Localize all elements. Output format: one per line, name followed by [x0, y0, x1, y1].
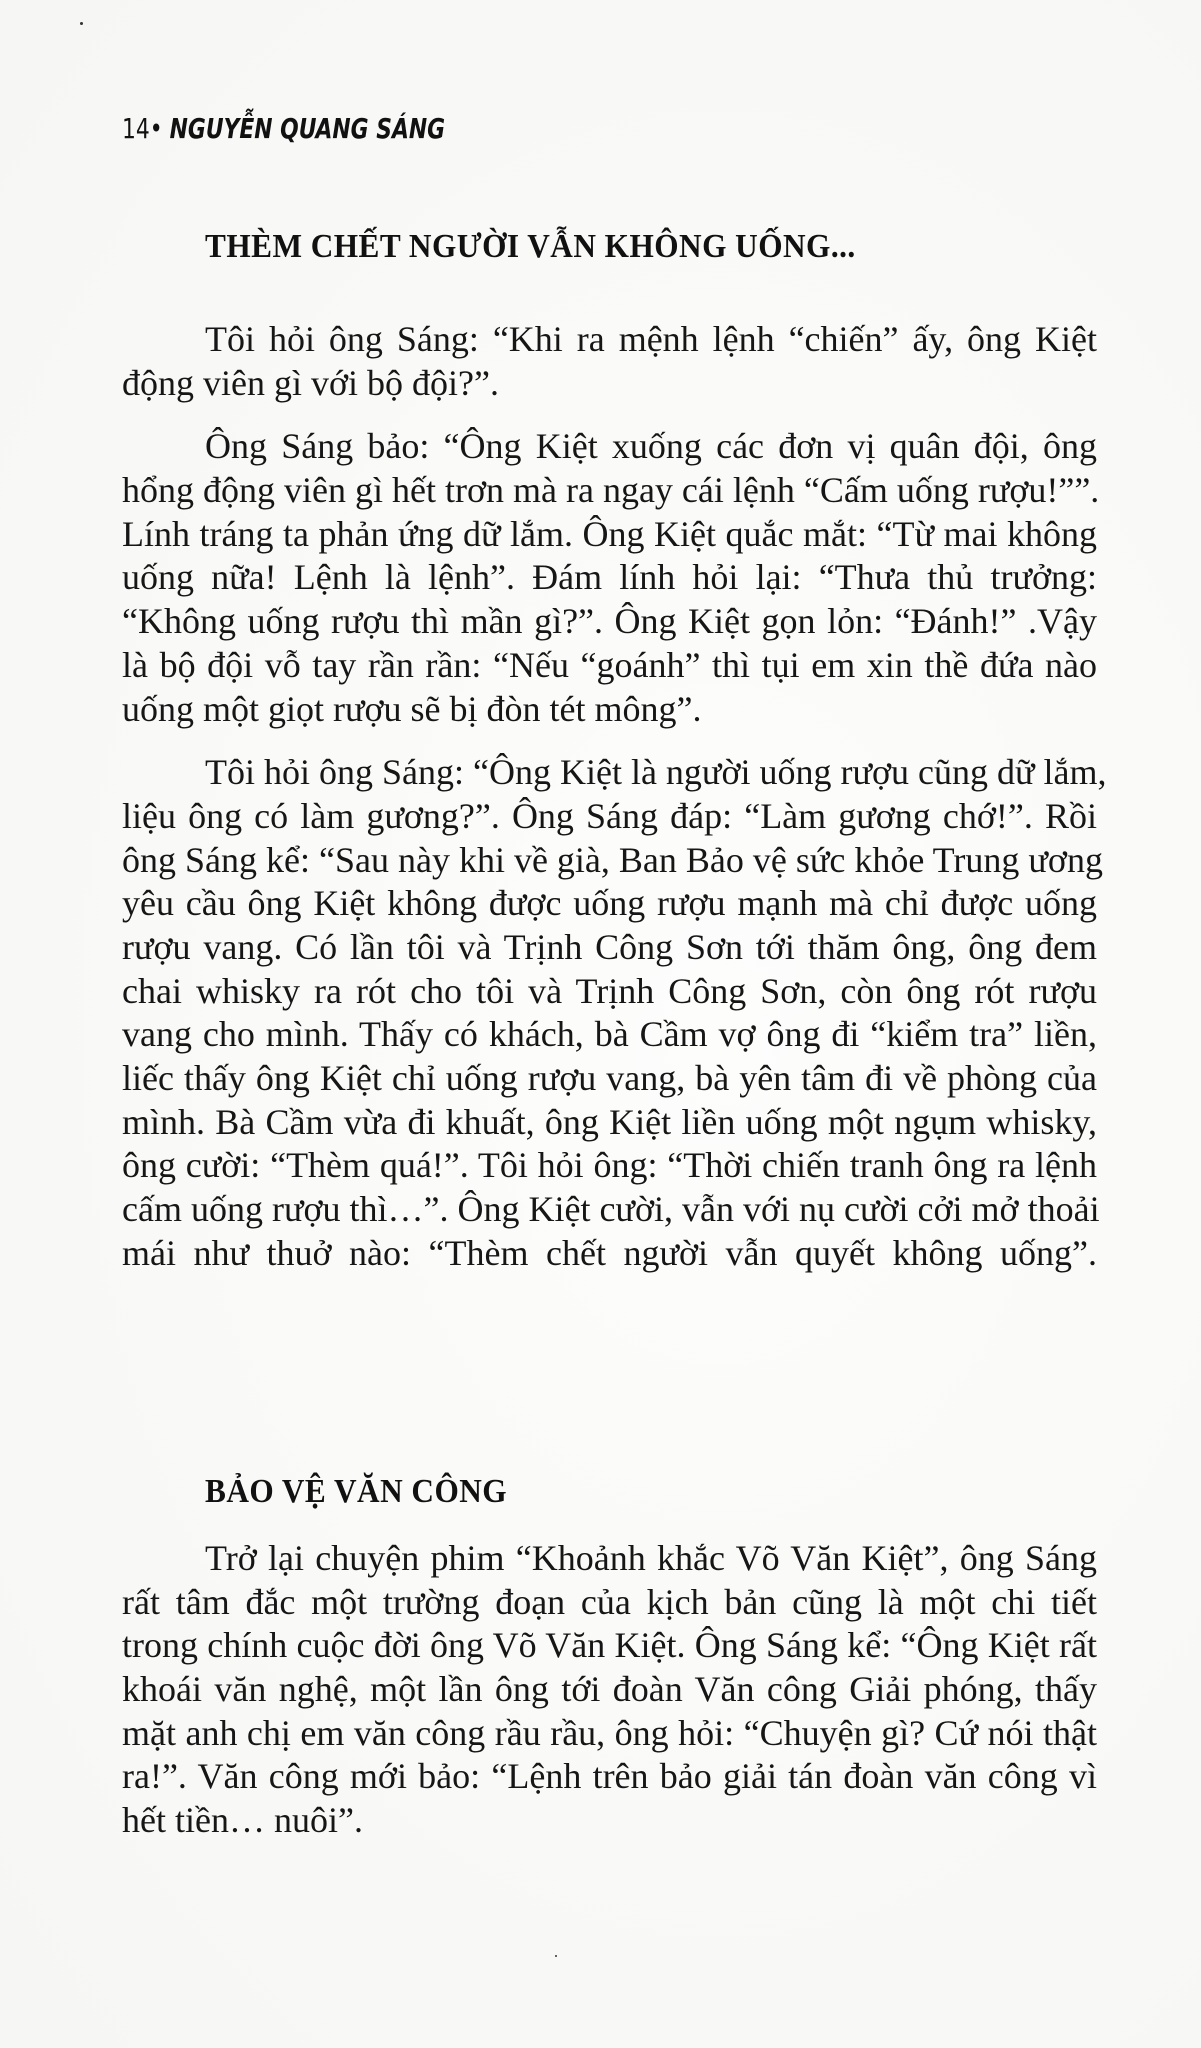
text-line: liệu ông có làm gương?”. Ông Sáng đáp: “Làm gương chớ!”. Rồi: [122, 795, 1097, 836]
text-line: mặt anh chị em văn công rầu rầu, ông hỏi: “Chuyện gì? Cứ nói thật: [122, 1712, 1097, 1753]
scan-speck: [80, 22, 83, 25]
text-line: liếc thấy ông Kiệt chỉ uống rượu vang, bà yên tâm đi về phòng của: [122, 1058, 1097, 1098]
text-line: Lính tráng ta phản ứng dữ lắm. Ông Kiệt quắc mắt: “Từ mai không: [122, 513, 1097, 554]
page-number: 14•: [122, 112, 163, 145]
text-line: chai whisky ra rót cho tôi và Trịnh Công Sơn, còn ông rót rượu: [122, 970, 1097, 1011]
text-line: mình. Bà Cầm vừa đi khuất, ông Kiệt liền uống một ngụm whisky,: [122, 1101, 1097, 1142]
text-line: hết tiền… nuôi”.: [122, 1800, 363, 1841]
section-body: [122, 318, 1107, 1275]
text-line: vang cho mình. Thấy có khách, bà Cầm vợ ông đi “kiểm tra” liền,: [122, 1014, 1097, 1055]
running-head: [122, 112, 445, 145]
text-line: khoái văn nghệ, một lần ông tới đoàn Văn công Giải phóng, thấy: [122, 1669, 1097, 1710]
text-line: “Không uống rượu thì mần gì?”. Ông Kiệt gọn lỏn: “Đánh!” .Vậy: [122, 601, 1097, 642]
text-line: mái như thuở nào: “Thèm chết người vẫn quyết không uống”.: [122, 1232, 1097, 1273]
text-line: ra!”. Văn công mới bảo: “Lệnh trên bảo giải tán đoàn văn công vì: [122, 1756, 1097, 1797]
text-line: rất tâm đắc một trường đoạn của kịch bản cũng là một chi tiết: [122, 1581, 1097, 1622]
text-line: trong chính cuộc đời ông Võ Văn Kiệt. Ông Sáng kể: “Ông Kiệt rất: [122, 1625, 1097, 1666]
text-line: rượu vang. Có lần tôi và Trịnh Công Sơn tới thăm ông, ông đem: [122, 926, 1097, 967]
text-line: ông Sáng kể: “Sau này khi về già, Ban Bảo vệ sức khỏe Trung ương: [122, 839, 1103, 880]
text-line: Tôi hỏi ông Sáng: “Ông Kiệt là người uống rượu cũng dữ lắm,: [205, 752, 1107, 793]
text-line: là bộ đội vỗ tay rần rần: “Nếu “goánh” thì tụi em xin thề đứa nào: [122, 644, 1097, 685]
text-line: uống nữa! Lệnh là lệnh”. Đám lính hỏi lại: “Thưa thủ trưởng:: [122, 557, 1097, 598]
section-body: [122, 1537, 1097, 1843]
text-line: động viên gì với bộ đội?”.: [122, 362, 499, 403]
text-line: Ông Sáng bảo: “Ông Kiệt xuống các đơn vị quân đội, ông: [205, 426, 1097, 467]
section-heading: THÈM CHẾT NGƯỜI VẪN KHÔNG UỐNG...: [205, 228, 856, 265]
text-line: ông cười: “Thèm quá!”. Tôi hỏi ông: “Thời chiến tranh ông ra lệnh: [122, 1145, 1097, 1186]
section-heading: BẢO VỆ VĂN CÔNG: [205, 1473, 508, 1510]
author-name: NGUYỄN QUANG SÁNG: [169, 112, 446, 145]
text-line: cấm uống rượu thì…”. Ông Kiệt cười, vẫn với nụ cười cởi mở thoải: [122, 1189, 1100, 1230]
text-line: yêu cầu ông Kiệt không được uống rượu mạnh mà chỉ được uống: [122, 883, 1097, 924]
text-line: hổng động viên gì hết trơn mà ra ngay cái lệnh “Cấm uống rượu!””.: [122, 470, 1100, 511]
text-line: uống một giọt rượu sẽ bị đòn tét mông”.: [122, 688, 702, 729]
scan-speck: [555, 1955, 557, 1957]
text-line: Trở lại chuyện phim “Khoảnh khắc Võ Văn Kiệt”, ông Sáng: [205, 1538, 1097, 1578]
text-line: Tôi hỏi ông Sáng: “Khi ra mệnh lệnh “chiến” ấy, ông Kiệt: [205, 319, 1097, 359]
